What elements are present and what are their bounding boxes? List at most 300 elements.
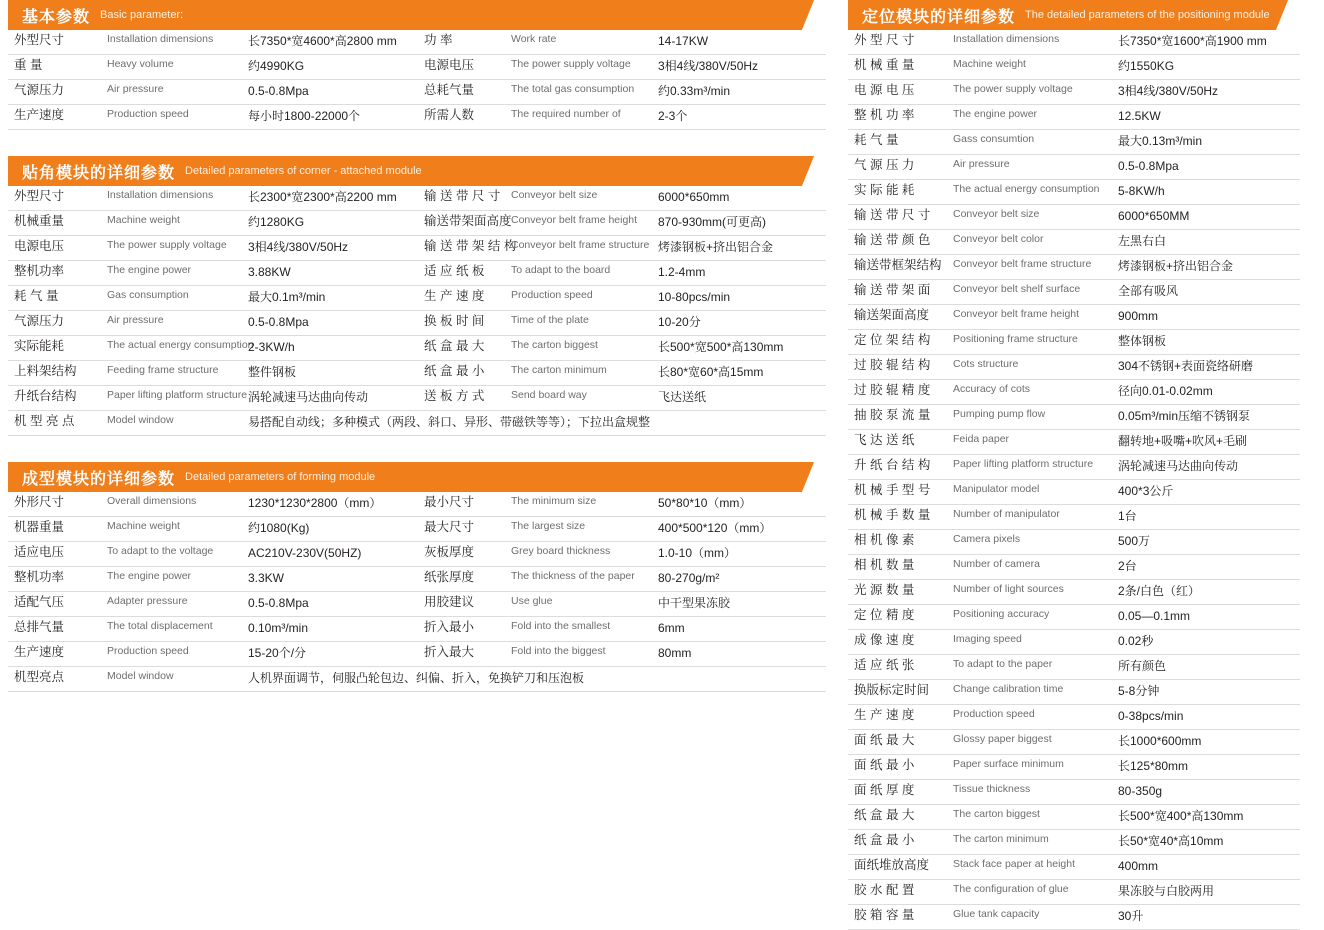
row-label-cn: 过 胶 辊 精 度: [854, 383, 931, 397]
table-row: [848, 880, 1300, 905]
table-row: [8, 80, 826, 105]
row-label-cn: 机械重量: [14, 214, 65, 228]
row-value: 径向0.01-0.02mm: [1118, 384, 1213, 399]
row-label-cn: 相 机 像 素: [854, 533, 915, 547]
table-row-highlight: [8, 411, 826, 436]
row-label-en: Gass consumtion: [953, 133, 1035, 145]
section-title-cn: 定位模块的详细参数: [862, 8, 1016, 26]
row-label-cn: 胶 水 配 置: [854, 883, 915, 897]
table-row: [848, 605, 1300, 630]
row-label-cn: 耗 气 量: [854, 133, 899, 147]
row-value: 30升: [1118, 909, 1144, 924]
row-label-en: Machine weight: [107, 214, 180, 226]
section-title-cn: 贴角模块的详细参数: [22, 164, 176, 182]
row-label-en: Overall dimensions: [107, 495, 197, 507]
table-row: [848, 480, 1300, 505]
row-value: 10-80pcs/min: [658, 290, 731, 305]
row-label-en: The required number of: [511, 108, 621, 120]
row-label-cn: 适配气压: [14, 595, 65, 609]
row-value: 长50*宽40*高10mm: [1118, 834, 1224, 849]
row-value: 长80*宽60*高15mm: [658, 365, 764, 380]
row-label-en: Conveyor belt size: [953, 208, 1040, 220]
row-label-cn: 抽 胶 泵 流 量: [854, 408, 931, 422]
row-value: 约1080(Kg): [248, 521, 310, 536]
row-label-cn: 整机功率: [14, 264, 65, 278]
table-row: [848, 805, 1300, 830]
row-label-en: Send board way: [511, 389, 587, 401]
row-value: 约1280KG: [248, 215, 305, 230]
row-value: 50*80*10（mm）: [658, 496, 752, 511]
row-label-cn: 总耗气量: [424, 83, 475, 97]
row-value: 长7350*宽4600*高2800 mm: [248, 34, 397, 49]
row-value: 整体钢板: [1118, 334, 1167, 349]
row-value: 涡轮减速马达曲向传动: [248, 390, 369, 405]
table-row: [8, 336, 826, 361]
row-label-cn: 成 像 速 度: [854, 633, 915, 647]
row-value: 0.5-0.8Mpa: [248, 84, 309, 99]
table-row: [8, 105, 826, 130]
row-label-en: The carton biggest: [511, 339, 598, 351]
table-row: [8, 617, 826, 642]
table-row: [848, 55, 1300, 80]
section-header-corner: [8, 156, 826, 186]
row-label-en: Paper surface minimum: [953, 758, 1064, 770]
row-label-cn: 整机功率: [14, 570, 65, 584]
row-label-cn: 输送架面高度: [854, 308, 930, 322]
row-label-en: The carton minimum: [953, 833, 1049, 845]
row-label-cn: 送 板 方 式: [424, 389, 485, 403]
table-row-highlight: [8, 667, 826, 692]
row-label-cn: 灰板厚度: [424, 545, 475, 559]
row-value: 长500*宽500*高130mm: [658, 340, 784, 355]
table-row: [848, 780, 1300, 805]
row-label-en: Stack face paper at height: [953, 858, 1075, 870]
table-row: [848, 555, 1300, 580]
table-row: [8, 361, 826, 386]
spec-table-basic: [8, 30, 826, 130]
row-label-en: The engine power: [107, 264, 192, 276]
row-label-en: The thickness of the paper: [511, 570, 635, 582]
row-value: 5-8分钟: [1118, 684, 1160, 699]
row-value: 80-270g/m²: [658, 571, 720, 586]
row-label-cn: 总排气量: [14, 620, 65, 634]
row-value: 1230*1230*2800（mm）: [248, 496, 382, 511]
row-label-cn: 适应电压: [14, 545, 65, 559]
row-value: 500万: [1118, 534, 1151, 549]
row-label-cn: 定 位 架 结 构: [854, 333, 931, 347]
row-value: 约4990KG: [248, 59, 305, 74]
section-title-en: Basic parameter:: [100, 9, 184, 21]
row-label-en: Conveyor belt color: [953, 233, 1044, 245]
row-value: 5-8KW/h: [1118, 184, 1165, 199]
row-value: 3相4线/380V/50Hz: [658, 59, 759, 74]
row-value: 0.05m³/min压缩不锈钢泵: [1118, 409, 1251, 424]
row-value: 翻转地+吸嘴+吹风+毛刷: [1118, 434, 1248, 449]
table-row: [8, 311, 826, 336]
row-label-cn: 纸 盒 最 大: [854, 808, 915, 822]
section-spacer: [8, 436, 826, 462]
row-label-en: To adapt to the paper: [953, 658, 1053, 670]
table-row: [8, 286, 826, 311]
row-label-cn: 过 胶 辊 结 构: [854, 358, 931, 372]
row-value: 1台: [1118, 509, 1137, 524]
row-label-en: The actual energy consumption: [107, 339, 254, 351]
row-label-cn: 换 板 时 间: [424, 314, 485, 328]
row-value: 0.5-0.8Mpa: [1118, 159, 1179, 174]
table-row: [848, 430, 1300, 455]
row-value: 304不锈钢+表面瓷络研磨: [1118, 359, 1254, 374]
row-label-cn: 最大尺寸: [424, 520, 475, 534]
table-row: [848, 180, 1300, 205]
row-value: 长1000*600mm: [1118, 734, 1202, 749]
table-row: [848, 755, 1300, 780]
row-value: 2-3个: [658, 109, 688, 124]
section-title-en: The detailed parameters of the positioning module: [1025, 9, 1270, 21]
table-row: [8, 261, 826, 286]
table-row: [8, 542, 826, 567]
table-row: [8, 492, 826, 517]
row-label-cn: 纸张厚度: [424, 570, 475, 584]
row-label-en: Time of the plate: [511, 314, 589, 326]
row-label-en: Machine weight: [953, 58, 1026, 70]
row-label-en: Number of camera: [953, 558, 1040, 570]
row-label-en: Installation dimensions: [953, 33, 1060, 45]
row-value: 0.05—0.1mm: [1118, 609, 1191, 624]
row-label-cn: 整 机 功 率: [854, 108, 915, 122]
row-label-cn: 折入最大: [424, 645, 475, 659]
table-row: [848, 330, 1300, 355]
row-label-en: Paper lifting platform structure: [953, 458, 1094, 470]
row-label-en: The largest size: [511, 520, 586, 532]
row-value: 6000*650mm: [658, 190, 730, 205]
row-label-en: The power supply voltage: [107, 239, 227, 251]
table-row: [8, 30, 826, 55]
right-column: [848, 0, 1300, 930]
row-label-cn: 输 送 带 尺 寸: [854, 208, 931, 222]
row-label-cn: 生 产 速 度: [424, 289, 485, 303]
row-value: 果冻胶与白胶两用: [1118, 884, 1215, 899]
row-value: 14-17KW: [658, 34, 709, 49]
table-row: [8, 642, 826, 667]
row-label-cn: 面 纸 最 小: [854, 758, 915, 772]
table-row: [8, 211, 826, 236]
row-label-en: Conveyor belt frame structure: [511, 239, 650, 251]
row-label-en: The total gas consumption: [511, 83, 635, 95]
row-label-en: The power supply voltage: [511, 58, 631, 70]
table-row: [8, 55, 826, 80]
row-label-en: Model window: [107, 670, 174, 682]
row-label-cn: 纸 盒 最 小: [424, 364, 485, 378]
row-value: 烤漆钢板+挤出铝合金: [1118, 259, 1234, 274]
row-label-cn: 面纸堆放高度: [854, 858, 930, 872]
row-label-en: Production speed: [107, 645, 189, 657]
table-row: [848, 905, 1300, 930]
table-row: [848, 530, 1300, 555]
row-label-cn: 气源压力: [14, 314, 65, 328]
row-label-en: Positioning frame structure: [953, 333, 1078, 345]
row-label-en: The carton biggest: [953, 808, 1040, 820]
row-label-en: Grey board thickness: [511, 545, 611, 557]
row-label-en: The actual energy consumption: [953, 183, 1100, 195]
table-row: [848, 380, 1300, 405]
row-label-cn: 面 纸 厚 度: [854, 783, 915, 797]
row-label-en: Imaging speed: [953, 633, 1022, 645]
row-value: 3相4线/380V/50Hz: [248, 240, 349, 255]
row-label-cn: 机 械 手 数 量: [854, 508, 931, 522]
row-label-en: Installation dimensions: [107, 33, 214, 45]
row-value: 0.02秒: [1118, 634, 1154, 649]
row-label-en: Positioning accuracy: [953, 608, 1050, 620]
row-value: 易搭配自动线；多种模式（两段、斜口、异形、带磁铁等等）；下拉出盒规整: [248, 415, 651, 430]
row-label-cn: 上料架结构: [14, 364, 77, 378]
row-label-en: Paper lifting platform structure: [107, 389, 248, 401]
table-row: [848, 730, 1300, 755]
row-value: 0.10m³/min: [248, 621, 309, 636]
section-title-en: Detailed parameters of forming module: [185, 471, 376, 483]
table-row: [8, 236, 826, 261]
row-value: 2-3KW/h: [248, 340, 295, 355]
table-row: [848, 405, 1300, 430]
row-label-en: Conveyor belt frame height: [953, 308, 1080, 320]
row-label-cn: 实 际 能 耗: [854, 183, 915, 197]
row-label-en: Number of light sources: [953, 583, 1064, 595]
row-value: 2条/白色（红）: [1118, 584, 1201, 599]
row-label-cn: 耗 气 量: [14, 289, 59, 303]
table-row: [848, 505, 1300, 530]
row-label-cn: 升 纸 台 结 构: [854, 458, 931, 472]
row-value: 10-20分: [658, 315, 701, 330]
row-label-en: Camera pixels: [953, 533, 1021, 545]
row-label-en: The minimum size: [511, 495, 597, 507]
row-value: 6000*650MM: [1118, 209, 1190, 224]
row-label-cn: 输 送 带 尺 寸: [424, 189, 501, 203]
row-value: 3.3KW: [248, 571, 285, 586]
row-value: 整件钢板: [248, 365, 297, 380]
left-column: [8, 0, 826, 692]
row-label-en: Conveyor belt size: [511, 189, 598, 201]
row-label-en: Air pressure: [107, 314, 164, 326]
row-label-en: The engine power: [107, 570, 192, 582]
row-label-cn: 气 源 压 力: [854, 158, 915, 172]
row-value: 0-38pcs/min: [1118, 709, 1184, 724]
table-row: [848, 230, 1300, 255]
row-value: 长7350*宽1600*高1900 mm: [1118, 34, 1267, 49]
row-label-cn: 机 械 手 型 号: [854, 483, 931, 497]
row-label-cn: 外型尺寸: [14, 33, 65, 47]
row-label-en: Pumping pump flow: [953, 408, 1046, 420]
table-row: [8, 567, 826, 592]
row-label-cn: 机器重量: [14, 520, 65, 534]
row-label-cn: 所需人数: [424, 108, 475, 122]
row-label-en: Use glue: [511, 595, 553, 607]
table-row: [848, 580, 1300, 605]
section-positioning: [848, 0, 1300, 930]
table-row: [848, 205, 1300, 230]
row-label-cn: 生 产 速 度: [854, 708, 915, 722]
row-value: 3相4线/380V/50Hz: [1118, 84, 1219, 99]
row-value: 涡轮减速马达曲向传动: [1118, 459, 1239, 474]
row-label-en: Production speed: [953, 708, 1035, 720]
row-label-cn: 飞 达 送 纸: [854, 433, 915, 447]
row-label-cn: 生产速度: [14, 108, 65, 122]
row-label-cn: 换版标定时间: [854, 683, 930, 697]
row-label-en: Feida paper: [953, 433, 1010, 445]
row-label-cn: 外 型 尺 寸: [854, 33, 915, 47]
table-row: [848, 30, 1300, 55]
table-row: [848, 705, 1300, 730]
row-value: 6mm: [658, 621, 685, 636]
row-label-cn: 输 送 带 颜 色: [854, 233, 931, 247]
row-value: 400mm: [1118, 859, 1159, 874]
row-label-cn: 相 机 数 量: [854, 558, 915, 572]
row-value: 每小时1800-22000个: [248, 109, 361, 124]
section-spacer: [8, 130, 826, 156]
row-label-cn: 实际能耗: [14, 339, 65, 353]
row-value: 人机界面调节，伺服凸轮包边、纠偏、折入，免换铲刀和压泡板: [248, 671, 585, 686]
row-label-en: Work rate: [511, 33, 557, 45]
table-row: [848, 455, 1300, 480]
row-value: 长500*宽400*高130mm: [1118, 809, 1244, 824]
row-label-cn: 机 型 亮 点: [14, 414, 75, 428]
row-value: 左黑右白: [1118, 234, 1167, 249]
row-label-en: The power supply voltage: [953, 83, 1073, 95]
row-label-en: The carton minimum: [511, 364, 607, 376]
table-row: [848, 155, 1300, 180]
row-label-en: The configuration of glue: [953, 883, 1069, 895]
row-label-en: Model window: [107, 414, 174, 426]
row-value: 所有颜色: [1118, 659, 1167, 674]
row-label-cn: 功 率: [424, 33, 453, 47]
row-value: 80-350g: [1118, 784, 1163, 799]
section-basic: [8, 0, 826, 130]
table-row: [848, 305, 1300, 330]
row-value: 1.0-10（mm）: [658, 546, 737, 561]
table-row: [8, 186, 826, 211]
row-label-en: Tissue thickness: [953, 783, 1031, 795]
row-label-cn: 电源电压: [424, 58, 475, 72]
row-value: 最大0.13m³/min: [1118, 134, 1203, 149]
row-label-cn: 输送带框架结构: [854, 258, 942, 272]
row-label-cn: 外形尺寸: [14, 495, 65, 509]
row-label-en: Number of manipulator: [953, 508, 1060, 520]
row-label-cn: 重 量: [14, 58, 43, 72]
row-label-en: Change calibration time: [953, 683, 1064, 695]
table-row: [848, 655, 1300, 680]
row-value: 870-930mm(可更高): [658, 215, 767, 230]
section-header-basic: [8, 0, 826, 30]
row-value: 400*3公斤: [1118, 484, 1174, 499]
row-value: AC210V-230V(50HZ): [248, 546, 362, 561]
row-label-cn: 定 位 精 度: [854, 608, 915, 622]
row-label-cn: 生产速度: [14, 645, 65, 659]
row-value: 约0.33m³/min: [658, 84, 731, 99]
table-row: [848, 855, 1300, 880]
section-title-en: Detailed parameters of corner - attached module: [185, 165, 422, 177]
row-value: 长125*80mm: [1118, 759, 1189, 774]
table-row: [848, 630, 1300, 655]
row-value: 长2300*宽2300*高2200 mm: [248, 190, 397, 205]
row-label-en: Heavy volume: [107, 58, 174, 70]
row-label-cn: 适 应 纸 板: [424, 264, 485, 278]
row-label-en: Conveyor belt shelf surface: [953, 283, 1081, 295]
row-value: 12.5KW: [1118, 109, 1161, 124]
row-label-cn: 升纸台结构: [14, 389, 77, 403]
row-value: 80mm: [658, 646, 692, 661]
row-label-cn: 电 源 电 压: [854, 83, 915, 97]
row-label-en: To adapt to the voltage: [107, 545, 214, 557]
table-row: [848, 80, 1300, 105]
row-label-cn: 纸 盒 最 小: [854, 833, 915, 847]
row-label-cn: 用胶建议: [424, 595, 475, 609]
section-corner: [8, 156, 826, 436]
table-row: [848, 830, 1300, 855]
row-label-en: Machine weight: [107, 520, 180, 532]
table-row: [8, 386, 826, 411]
row-label-cn: 折入最小: [424, 620, 475, 634]
row-label-en: Air pressure: [107, 83, 164, 95]
row-label-en: Adapter pressure: [107, 595, 188, 607]
row-value: 900mm: [1118, 309, 1159, 324]
row-label-en: The total displacement: [107, 620, 213, 632]
table-row: [848, 130, 1300, 155]
section-header-positioning: [848, 0, 1300, 30]
row-label-en: Fold into the smallest: [511, 620, 611, 632]
row-label-cn: 机 械 重 量: [854, 58, 915, 72]
section-forming: [8, 462, 826, 692]
row-label-cn: 外型尺寸: [14, 189, 65, 203]
row-value: 飞达送纸: [658, 390, 707, 405]
row-value: 烤漆钢板+挤出铝合金: [658, 240, 774, 255]
row-value: 0.5-0.8Mpa: [248, 315, 309, 330]
row-label-en: Production speed: [511, 289, 593, 301]
row-value: 400*500*120（mm）: [658, 521, 772, 536]
table-row: [848, 680, 1300, 705]
spec-table-corner: [8, 186, 826, 436]
row-value: 0.5-0.8Mpa: [248, 596, 309, 611]
row-label-en: Conveyor belt frame height: [511, 214, 638, 226]
row-value: 2台: [1118, 559, 1137, 574]
section-header-forming: [8, 462, 826, 492]
row-value: 15-20个/分: [248, 646, 307, 661]
row-value: 3.88KW: [248, 265, 291, 280]
row-value: 约1550KG: [1118, 59, 1175, 74]
row-label-en: Air pressure: [953, 158, 1010, 170]
row-label-en: Production speed: [107, 108, 189, 120]
row-value: 全部有吸风: [1118, 284, 1179, 299]
row-value: 中干型果冻胶: [658, 596, 731, 611]
row-label-en: Gas consumption: [107, 289, 189, 301]
table-row: [848, 355, 1300, 380]
row-label-en: Accuracy of cots: [953, 383, 1031, 395]
row-label-cn: 面 纸 最 大: [854, 733, 915, 747]
row-label-cn: 纸 盒 最 大: [424, 339, 485, 353]
row-label-en: Glossy paper biggest: [953, 733, 1052, 745]
row-label-en: Conveyor belt frame structure: [953, 258, 1092, 270]
row-label-cn: 适 应 纸 张: [854, 658, 915, 672]
row-label-en: Cots structure: [953, 358, 1019, 370]
row-label-cn: 输送带架面高度: [424, 214, 512, 228]
spec-table-forming: [8, 492, 826, 692]
row-label-en: Feeding frame structure: [107, 364, 219, 376]
row-label-cn: 机型亮点: [14, 670, 65, 684]
row-label-en: Glue tank capacity: [953, 908, 1040, 920]
row-label-cn: 气源压力: [14, 83, 65, 97]
section-title-cn: 基本参数: [22, 8, 91, 26]
row-label-cn: 光 源 数 量: [854, 583, 915, 597]
table-row: [848, 280, 1300, 305]
row-label-en: Manipulator model: [953, 483, 1040, 495]
row-label-cn: 输 送 带 架 面: [854, 283, 931, 297]
